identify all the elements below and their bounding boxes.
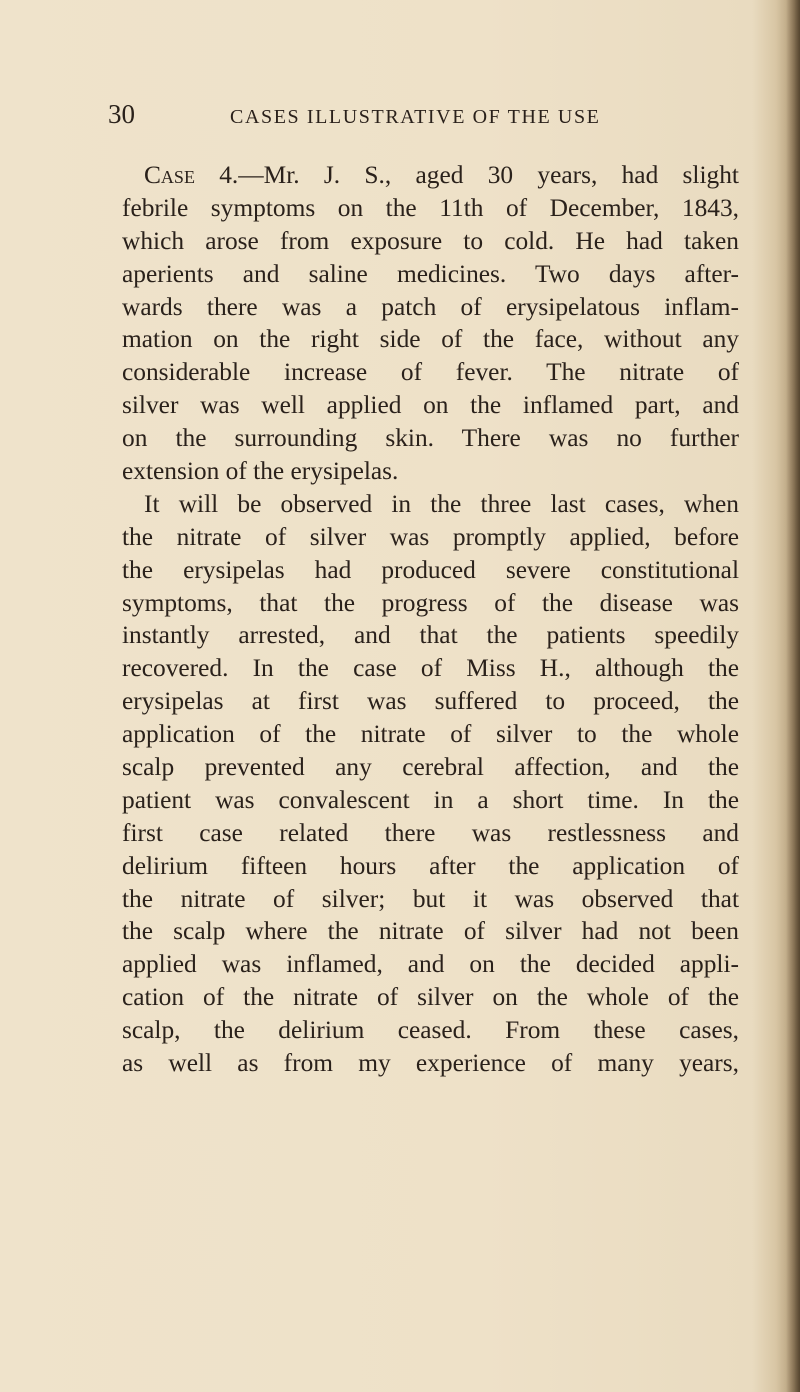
text-line: wards there was a patch of erysipelatous inflam- (122, 292, 739, 321)
page-number: 30 (108, 99, 135, 129)
text-line: It will be observed in the three last cases, when (144, 489, 739, 518)
text-line: patient was convalescent in a short time. In the (122, 785, 739, 814)
page-gutter-shadow (786, 0, 800, 1392)
text-line: Case 4.—Mr. J. S., aged 30 years, had slight (144, 161, 739, 189)
text-line: application of the nitrate of silver to the whole (122, 720, 739, 749)
text-line: scalp prevented any cerebral affection, and the (122, 753, 739, 782)
text-line: first case related there was restlessness and (122, 818, 739, 847)
text-line: the erysipelas had produced severe constitutional (122, 555, 739, 584)
text-line: aperients and saline medicines. Two days after- (122, 259, 739, 288)
page-header (108, 96, 708, 136)
text-line: the nitrate of silver; but it was observed that (122, 884, 739, 913)
text-line: as well as from my experience of many years, (122, 1049, 739, 1078)
text-line: instantly arrested, and that the patients speedily (122, 621, 739, 650)
text-line: on the surrounding skin. There was no further (122, 424, 739, 453)
text-line: the nitrate of silver was promptly applied, before (122, 522, 739, 551)
running-head: CASES ILLUSTRATIVE OF THE USE (230, 106, 601, 128)
text-line: applied was inflamed, and on the decided appli- (122, 950, 739, 979)
text-line: erysipelas at first was suffered to proceed, the (122, 687, 739, 716)
body-text (122, 159, 739, 1080)
text-line: considerable increase of fever. The nitrate of (122, 358, 739, 387)
text-line: which arose from exposure to cold. He had taken (122, 226, 739, 255)
case-label: Case 4. (144, 161, 239, 189)
text-line: silver was well applied on the inflamed part, and (122, 391, 739, 420)
text-line: recovered. In the case of Miss H., although the (122, 654, 739, 683)
text-line: delirium fifteen hours after the application of (122, 851, 739, 880)
text-line: febrile symptoms on the 11th of December, 1843, (122, 193, 739, 222)
text-line: cation of the nitrate of silver on the whole of the (122, 983, 739, 1012)
text-line: scalp, the delirium ceased. From these cases, (122, 1016, 739, 1045)
text-line: extension of the erysipelas. (122, 457, 399, 486)
text-line: the scalp where the nitrate of silver had not been (122, 917, 739, 946)
text-line: mation on the right side of the face, without any (122, 325, 739, 354)
text-line: symptoms, that the progress of the disease was (122, 588, 739, 617)
